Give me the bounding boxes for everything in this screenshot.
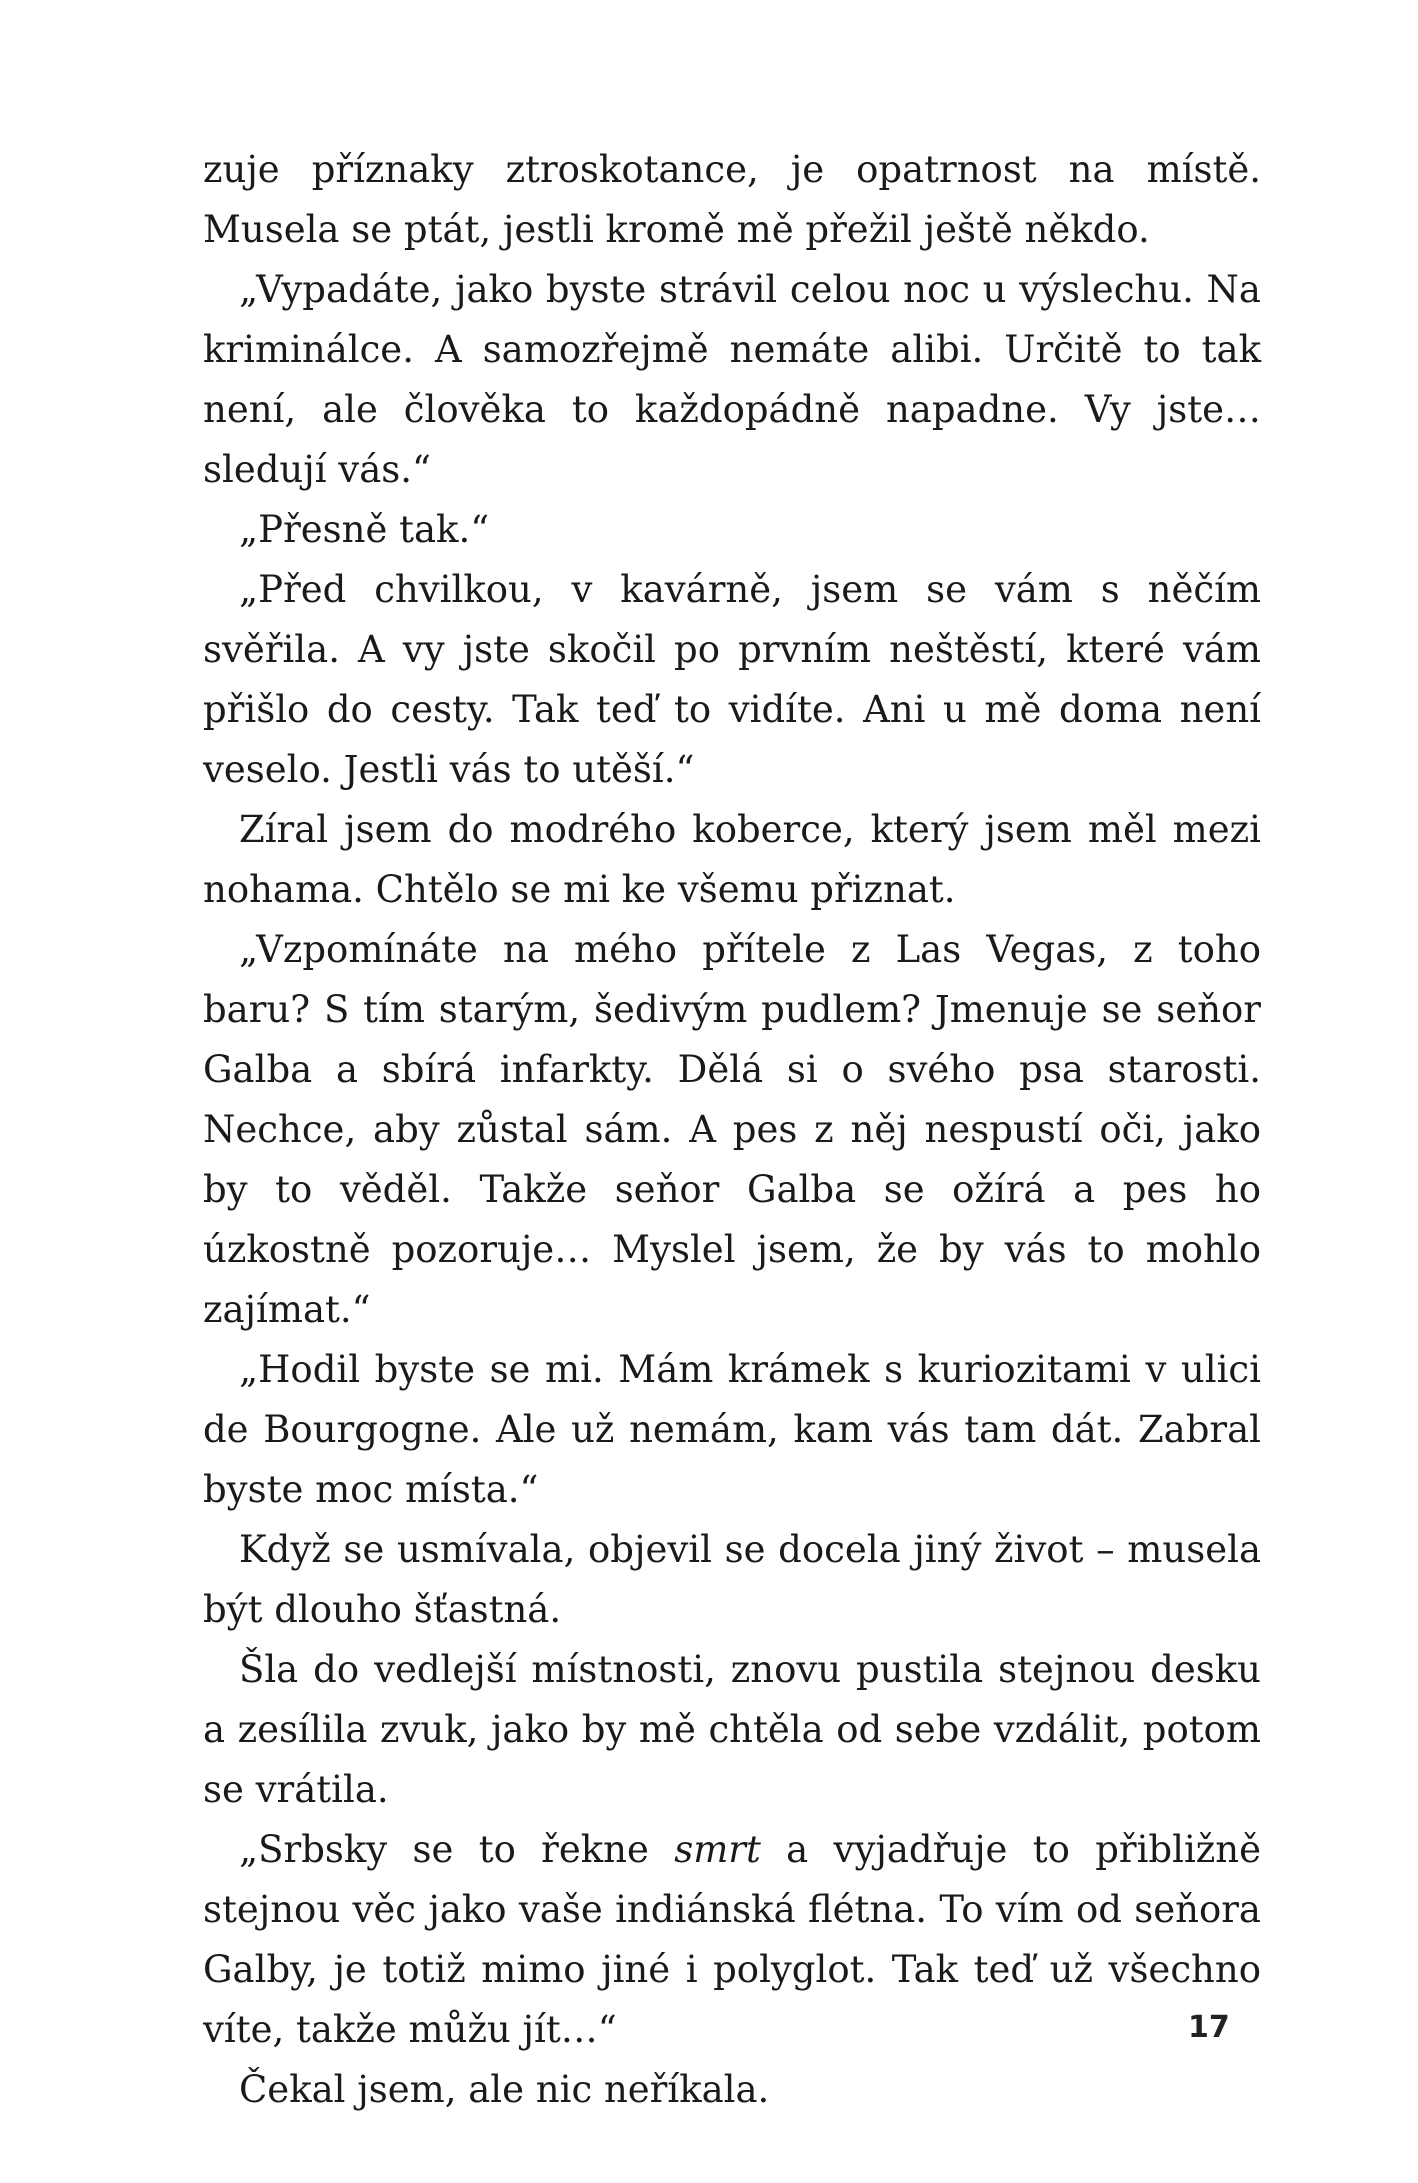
body-text (203, 140, 1261, 2120)
paragraph: „Před chvilkou, v kavárně, jsem se vám s něčím svěřila. A vy jste skočil po prvním neštěstí, které vám přišlo do cesty. Tak teď to vidíte. Ani u mě doma není veselo. Jestli vás to utěší.“ (203, 568, 1261, 791)
paragraph: Šla do vedlejší místnosti, znovu pustila stejnou desku a zesílila zvuk, jako by mě chtěla od sebe vzdálit, potom se vrátila. (203, 1648, 1261, 1811)
paragraph-text-start: „Srbsky se to řekne (239, 1828, 675, 1871)
paragraph: „Vypadáte, jako byste strávil celou noc u výslechu. Na kriminálce. A samozřejmě nemáte alibi. Určitě to tak není, ale člověka to každopádně napadne. Vy jste… sledují vás.“ (203, 268, 1261, 491)
paragraph: Zíral jsem do modrého koberce, který jsem měl mezi nohama. Chtělo se mi ke všemu přiznat. (203, 808, 1261, 911)
page-number: 17 (1188, 2010, 1230, 2045)
paragraph: „Hodil byste se mi. Mám krámek s kuriozitami v ulici de Bourgogne. Ale už nemám, kam vás tam dát. Zabral byste moc místa.“ (203, 1348, 1261, 1511)
paragraph (203, 1820, 1261, 2060)
paragraph: zuje příznaky ztroskotance, je opatrnost na místě. Musela se ptát, jestli kromě mě přežil ještě někdo. (203, 148, 1261, 251)
paragraph: „Přesně tak.“ (239, 508, 490, 551)
paragraph: „Vzpomínáte na mého přítele z Las Vegas, z toho baru? S tím starým, šedivým pudlem? Jmenuje se seňor Galba a sbírá infarkty. Dělá si o svého psa starosti. Nechce, aby zůstal sám. A pes z něj nespustí oči, jako by to věděl. Takže seňor Galba se ožírá a pes ho úzkostně pozoruje… Myslel jsem, že by vás to mohlo zajímat.“ (203, 928, 1261, 1331)
italic-word: smrt (674, 1828, 761, 1871)
paragraph: Když se usmívala, objevil se docela jiný život – musela být dlouho šťastná. (203, 1528, 1261, 1631)
paragraph: Čekal jsem, ale nic neříkala. (239, 2068, 770, 2111)
paragraph-text-end: a vyjadřuje to přibližně stejnou věc jako vaše indiánská flétna. To vím od seňora Galby, je totiž mimo jiné i polyglot. Tak teď už všechno víte, takže můžu jít…“ (203, 1828, 1261, 2051)
